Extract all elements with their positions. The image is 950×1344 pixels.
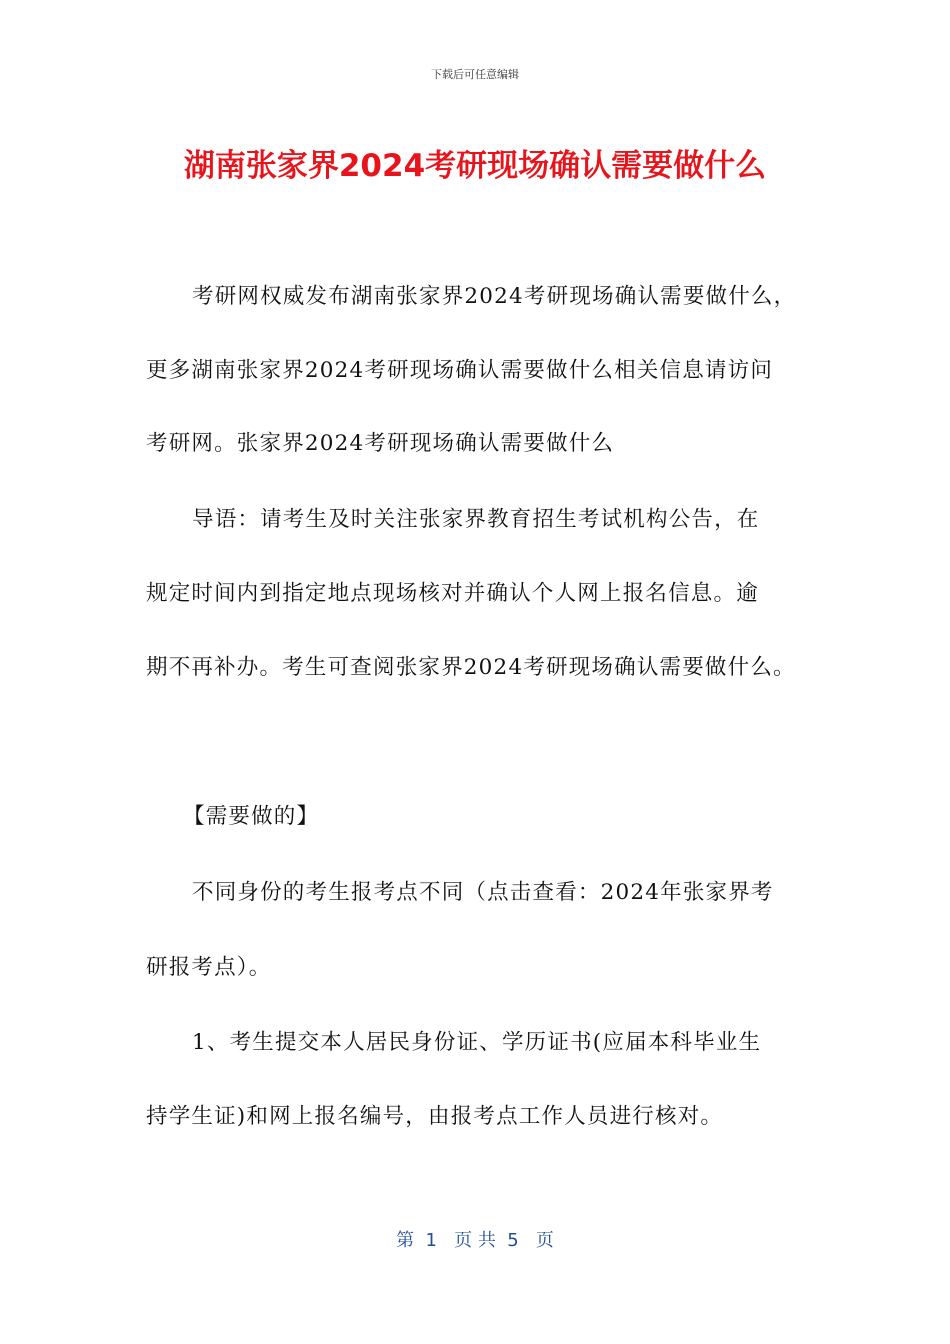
section-heading: 【需要做的】 [183,804,320,829]
paragraph-line: 不同身份的考生报考点不同（点击查看：2024年张家界考 [192,880,774,905]
paragraph-line: 考研网权威发布湖南张家界2024考研现场确认需要做什么， [192,284,797,309]
page-number-footer: 第 1 页 共 5 页 [396,1230,554,1251]
paragraph-line: 1、考生提交本人居民身份证、学历证书(应届本科毕业生 [192,1030,762,1055]
paragraph-line: 持学生证)和网上报名编号，由报考点工作人员进行核对。 [146,1104,724,1129]
paragraph-line: 规定时间内到指定地点现场核对并确认个人网上报名信息。逾 [146,581,759,606]
paragraph-line: 研报考点）。 [146,955,272,980]
document-title: 湖南张家界2024考研现场确认需要做什么 [183,148,767,184]
page-header-note: 下载后可任意编辑 [431,68,519,81]
paragraph-line: 考研网。张家界2024考研现场确认需要做什么 [146,431,615,456]
paragraph-line: 期不再补办。考生可查阅张家界2024考研现场确认需要做什么。 [146,655,796,680]
paragraph-line: 导语：请考生及时关注张家界教育招生考试机构公告，在 [192,507,760,532]
paragraph-line: 更多湖南张家界2024考研现场确认需要做什么相关信息请访问 [146,358,774,383]
